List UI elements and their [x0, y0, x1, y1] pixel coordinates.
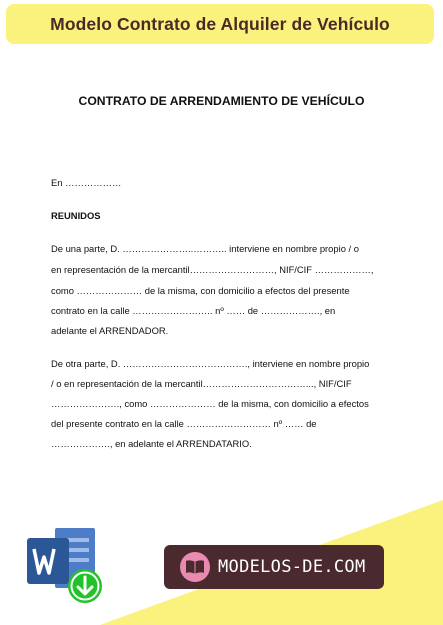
paragraph2-line: …………………., como ………………… de la misma, con domicilio a efectos: [51, 398, 369, 409]
paragraph1-line: adelante el ARRENDADOR.: [51, 325, 169, 336]
page-title: Modelo Contrato de Alquiler de Vehículo: [50, 13, 390, 34]
paragraph1-line: en representación de la mercantil………………………, NIF/CIF ………………,: [51, 264, 374, 275]
word-document-icon[interactable]: [25, 524, 109, 608]
download-arrow-icon: [68, 569, 102, 603]
paragraph1-line: como ………………… de la misma, con domicilio a efectos del presente: [51, 285, 350, 296]
brand-link-button[interactable]: [164, 545, 384, 589]
paragraph2-line: ………………., en adelante el ARRENDATARIO.: [51, 438, 252, 449]
paragraph2-line: del presente contrato en la calle ……………………… nº …… de: [51, 418, 317, 429]
section-title: REUNIDOS: [51, 210, 101, 221]
paragraph1-line: De una parte, D. …………………..……….. interviene en nombre propio / o: [51, 243, 359, 254]
paragraph2-line: De otra parte, D. …………………………………., interviene en nombre propio: [51, 358, 370, 369]
paragraph1-line: contrato en la calle …………………….. nº …… de ………………., en: [51, 305, 336, 316]
brand-text: MODELOS-DE.COM: [218, 557, 366, 577]
paragraph2-line: / o en representación de la mercantil……………………………..., NIF/CIF: [51, 378, 352, 389]
document-heading: CONTRATO DE ARRENDAMIENTO DE VEHÍCULO: [78, 94, 365, 108]
title-banner: [6, 4, 434, 44]
book-icon: [180, 552, 210, 582]
place-line: En ………………: [51, 177, 122, 188]
